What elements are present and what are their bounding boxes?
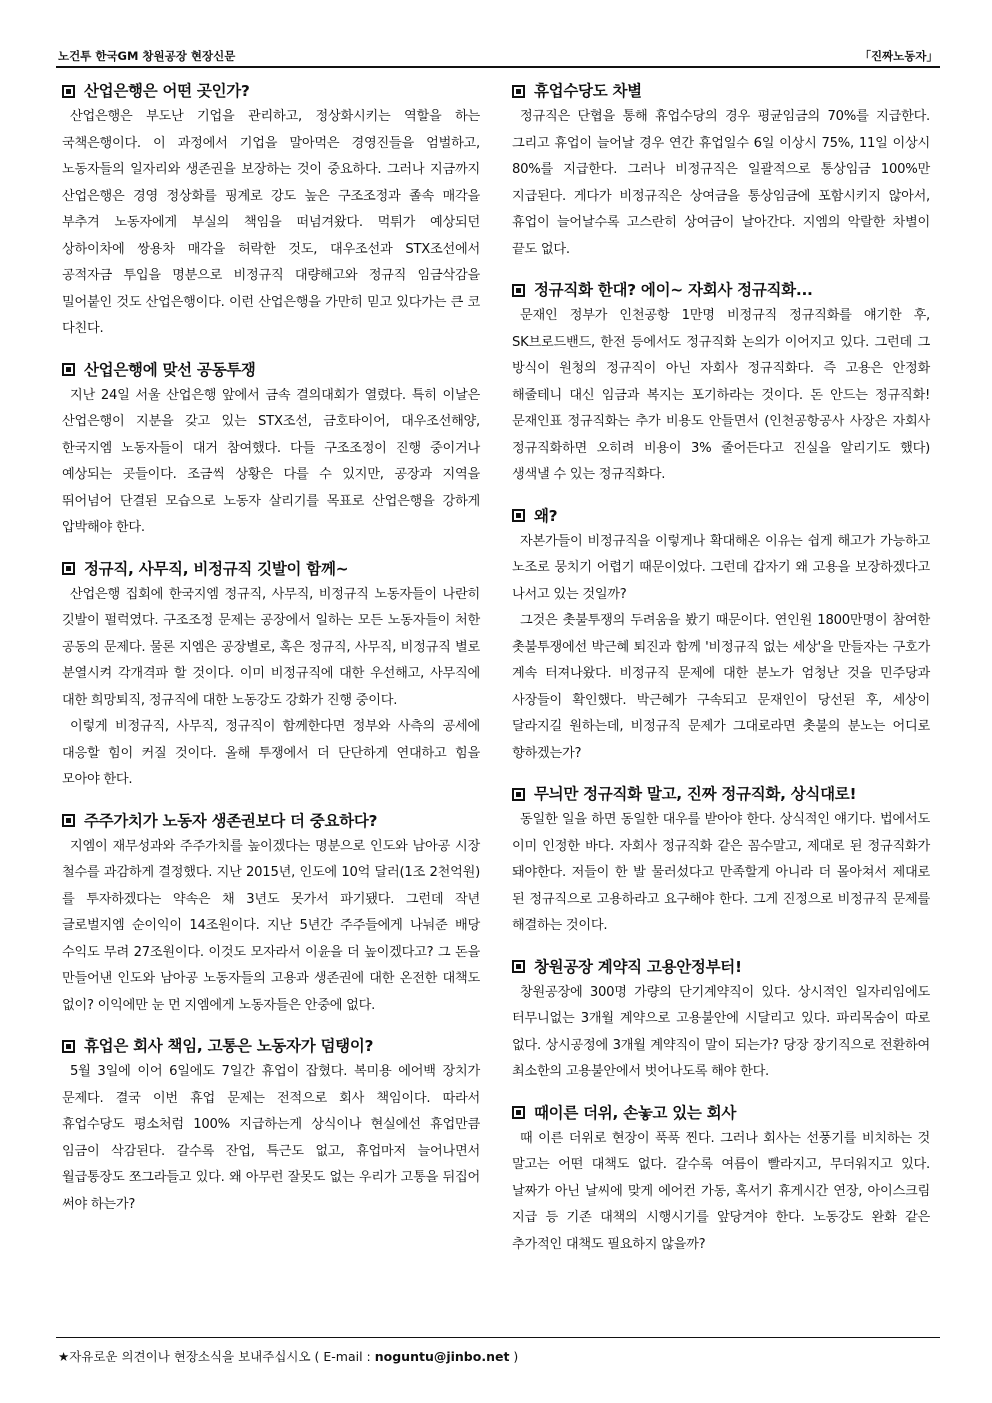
article-section bbox=[512, 781, 930, 940]
square-bullet-icon bbox=[62, 1040, 75, 1053]
square-bullet-icon bbox=[62, 562, 75, 575]
article-section bbox=[512, 503, 930, 768]
footer-close: ) bbox=[509, 1349, 519, 1364]
article-section bbox=[512, 1100, 930, 1259]
article-section bbox=[62, 357, 480, 542]
square-bullet-icon bbox=[62, 814, 75, 827]
square-bullet-icon bbox=[512, 509, 525, 522]
section-heading: 정규직, 사무직, 비정규직 깃발이 함께~ bbox=[62, 556, 480, 582]
section-heading: 때이른 더위, 손놓고 있는 회사 bbox=[512, 1100, 930, 1126]
square-bullet-icon bbox=[512, 1106, 525, 1119]
square-bullet-icon bbox=[62, 363, 75, 376]
newspaper-title: 「진짜노동자」 bbox=[859, 49, 938, 63]
section-heading: 주주가치가 노동자 생존권보다 더 중요하다? bbox=[62, 808, 480, 834]
footer-text: ★자유로운 의견이나 현장소식을 보내주십시오 ( E-mail : bbox=[58, 1349, 375, 1364]
section-heading: 창원공장 계약직 고용안정부터! bbox=[512, 954, 930, 980]
article-paragraph: 5월 3일에 이어 6일에도 7일간 휴업이 잡혔다. 복미용 에어백 장치가 문제다. 결국 이번 휴업 문제는 전적으로 회사 책임이다. 따라서 휴업수당도 평소처럼 100% 지급하는게 상식이나 현실에선 휴업만큼 임금이 삭감된다. 갈수록 잔업, 특근도 없고, 휴업마저 늘어나면서 월급통장도 쪼그라들고 있다. 왜 아무런 잘못도 없는 우리가 고통을 뒤집어 써야 하는가? bbox=[62, 1064, 480, 1212]
article-section bbox=[62, 1033, 480, 1218]
square-bullet-icon bbox=[62, 85, 75, 98]
article-section bbox=[62, 556, 480, 794]
newspaper-name: 노건투 한국GM 창원공장 현장신문 bbox=[58, 49, 236, 63]
article-paragraph: 창원공장에 300명 가량의 단기계약직이 있다. 상시적인 일자리임에도 터무니없는 3개월 계약으로 고용불안에 시달리고 있다. 파리목숨이 따로 없다. 상시공정에 3개월 계약직이 말이 되는가? 당장 장기직으로 전환하여 최소한의 고용불안에서 벗어나도록 해야 한다. bbox=[512, 984, 930, 1079]
article-section bbox=[512, 78, 930, 263]
section-heading: 왜? bbox=[512, 503, 930, 529]
article-paragraph: 산업은행 집회에 한국지엠 정규직, 사무직, 비정규직 노동자들이 나란히 깃발이 펄럭였다. 구조조정 문제는 공장에서 일하는 모든 노동자들이 처한 공동의 문제다. 물론 지엠은 공장별로, 혹은 정규직, 사무직, 비정규직 별로 분열시켜 각개격파 할 것이다. 이미 비정규직에 대한 우선해고, 사무직에 대한 희망퇴직, 정규직에 대한 노동강도 강화가 진행 중이다. bbox=[62, 586, 480, 708]
email-link[interactable]: noguntu@jinbo.net bbox=[374, 1349, 510, 1364]
article-section bbox=[62, 808, 480, 1020]
article-paragraph: 자본가들이 비정규직을 이렇게나 확대해온 이유는 쉽게 해고가 가능하고 노조로 뭉치기 어렵기 때문이었다. 그런데 갑자기 왜 고용을 보장하겠다고 나서고 있는 것일까? bbox=[512, 533, 930, 602]
right-column bbox=[512, 78, 930, 1272]
article-paragraph: 지난 24일 서울 산업은행 앞에서 금속 결의대회가 열렸다. 특히 이날은 산업은행이 지분을 갖고 있는 STX조선, 금호타이어, 대우조선해양, 한국지엠 노동자들이 대거 참여했다. 다들 구조조정이 진행 중이거나 예상되는 곳들이다. 조금씩 상황은 다를 수 있지만, 공장과 지역을 뛰어넘어 단결된 모습으로 노동자 살리기를 목표로 산업은행을 강하게 압박해야 한다. bbox=[62, 387, 480, 535]
article-paragraph: 정규직은 단협을 통해 휴업수당의 경우 평균임금의 70%를 지급한다. 그리고 휴업이 늘어날 경우 연간 휴업일수 6일 이상시 75%, 11일 이상시 80%를 지급한다. 그러나 비정규직은 일괄적으로 통상임금 100%만 지급된다. 게다가 비정규직은 상여금을 통상임금에 포함시키지 않아서, 휴업이 늘어날수록 고스란히 상여금이 날아간다. 지엠의 악랄한 차별이 끝도 없다. bbox=[512, 109, 930, 257]
square-bullet-icon bbox=[512, 284, 525, 297]
article-paragraph: 그것은 촛불투쟁의 두려움을 봤기 때문이다. 연인원 1800만명이 참여한 촛불투쟁에선 박근혜 퇴진과 함께 '비정규직 없는 세상'을 만들자는 구호가 계속 터져나왔다. 비정규직 문제에 대한 분노가 엄청난 것을 민주당과 사장들이 확인했다. 박근혜가 구속되고 문재인이 당선된 후, 세상이 달라지길 원하는데, 비정규직 문제가 그대로라면 촛불의 분노는 어디로 향하겠는가? bbox=[512, 613, 930, 761]
article-paragraph: 동일한 일을 하면 동일한 대우를 받아야 한다. 상식적인 얘기다. 법에서도 이미 인정한 바다. 자회사 정규직화 같은 꼼수말고, 제대로 된 정규직화가 돼야한다. 저들이 한 발 물러섰다고 만족할게 아니라 더 몰아쳐서 제대로 된 정규직으로 고용하라고 요구해야 한다. 그게 진정으로 비정규직 문제를 해결하는 것이다. bbox=[512, 812, 930, 933]
article-section bbox=[62, 78, 480, 343]
section-heading: 정규직화 한대? 에이~ 자회사 정규직화... bbox=[512, 277, 930, 303]
section-heading: 산업은행에 맞선 공동투쟁 bbox=[62, 357, 480, 383]
article-section bbox=[512, 954, 930, 1086]
footer-divider bbox=[56, 1337, 940, 1338]
section-heading: 산업은행은 어떤 곳인가? bbox=[62, 78, 480, 104]
left-column bbox=[62, 78, 480, 1232]
square-bullet-icon bbox=[512, 85, 525, 98]
square-bullet-icon bbox=[512, 788, 525, 801]
footer bbox=[58, 1347, 518, 1365]
article-paragraph: 때 이른 더위로 현장이 푹푹 찐다. 그러나 회사는 선풍기를 비치하는 것 말고는 어떤 대책도 없다. 갈수록 여름이 빨라지고, 무더워지고 있다. 날짜가 아닌 날씨에 맞게 에어컨 가동, 혹서기 휴게시간 연장, 아이스크림 지급 등 기존 대책의 시행시기를 앞당겨야 한다. 노동강도 완화 같은 추가적인 대책도 필요하지 않을까? bbox=[512, 1130, 930, 1252]
section-heading: 휴업수당도 차별 bbox=[512, 78, 930, 104]
article-paragraph: 산업은행은 부도난 기업을 관리하고, 정상화시키는 역할을 하는 국책은행이다. 이 과정에서 기업을 말아먹은 경영진들을 엄벌하고, 노동자들의 일자리와 생존권을 보장하는 것이 중요하다. 그러나 지금까지 산업은행은 경영 정상화를 핑계로 강도 높은 구조조정과 졸속 매각을 부추겨 노동자에게 부실의 책임을 떠넘겨왔다. 먹튀가 예상되던 상하이차에 쌍용차 매각을 허락한 것도, 대우조선과 STX조선에서 공적자금 투입을 명분으로 비정규직 대량해고와 정규직 임금삭감을 밀어붙인 것도 산업은행이다. 이런 산업은행을 가만히 믿고 있다가는 큰 코 다친다. bbox=[62, 109, 480, 336]
article-paragraph: 지엠이 재무성과와 주주가치를 높이겠다는 명분으로 인도와 남아공 시장 철수를 과감하게 결정했다. 지난 2015년, 인도에 10억 달러(1조 2천억원)를 투자하겠다는 약속은 채 3년도 못가서 파기됐다. 그런데 작년 글로벌지엠 순이익이 14조원이다. 지난 5년간 주주들에게 나눠준 배당 수익도 무려 27조원이다. 이것도 모자라서 이윤을 더 높이겠다고? 그 돈을 만들어낸 인도와 남아공 노동자들의 고용과 생존권에 대한 온전한 대책도 없이? 이익에만 눈 먼 지엠에게 노동자들은 안중에 없다. bbox=[62, 838, 480, 1013]
section-heading: 휴업은 회사 책임, 고통은 노동자가 덤탱이? bbox=[62, 1033, 480, 1059]
page-header bbox=[56, 44, 940, 68]
article-paragraph: 이렇게 비정규직, 사무직, 정규직이 함께한다면 정부와 사측의 공세에 대응할 힘이 커질 것이다. 올해 투쟁에서 더 단단하게 연대하고 힘을 모아야 한다. bbox=[62, 719, 480, 787]
square-bullet-icon bbox=[512, 960, 525, 973]
section-heading: 무늬만 정규직화 말고, 진짜 정규직화, 상식대로! bbox=[512, 781, 930, 807]
article-paragraph: 문재인 정부가 인천공항 1만명 비정규직 정규직화를 얘기한 후, SK브로드밴드, 한전 등에서도 정규직화 논의가 이어지고 있다. 그런데 그 방식이 원청의 정규직이 아닌 자회사 정규직화다. 즉 고용은 안정화 해줄테니 대신 임금과 복지는 포기하라는 것이다. 돈 안드는 정규직화! 문재인표 정규직화는 추가 비용도 안들면서 (인천공항공사 사장은 자회사 정규직화하면 오히려 비용이 3% 줄어든다고 진실을 알리기도 했다) 생색낼 수 있는 정규직화다. bbox=[512, 308, 930, 482]
article-section bbox=[512, 277, 930, 489]
